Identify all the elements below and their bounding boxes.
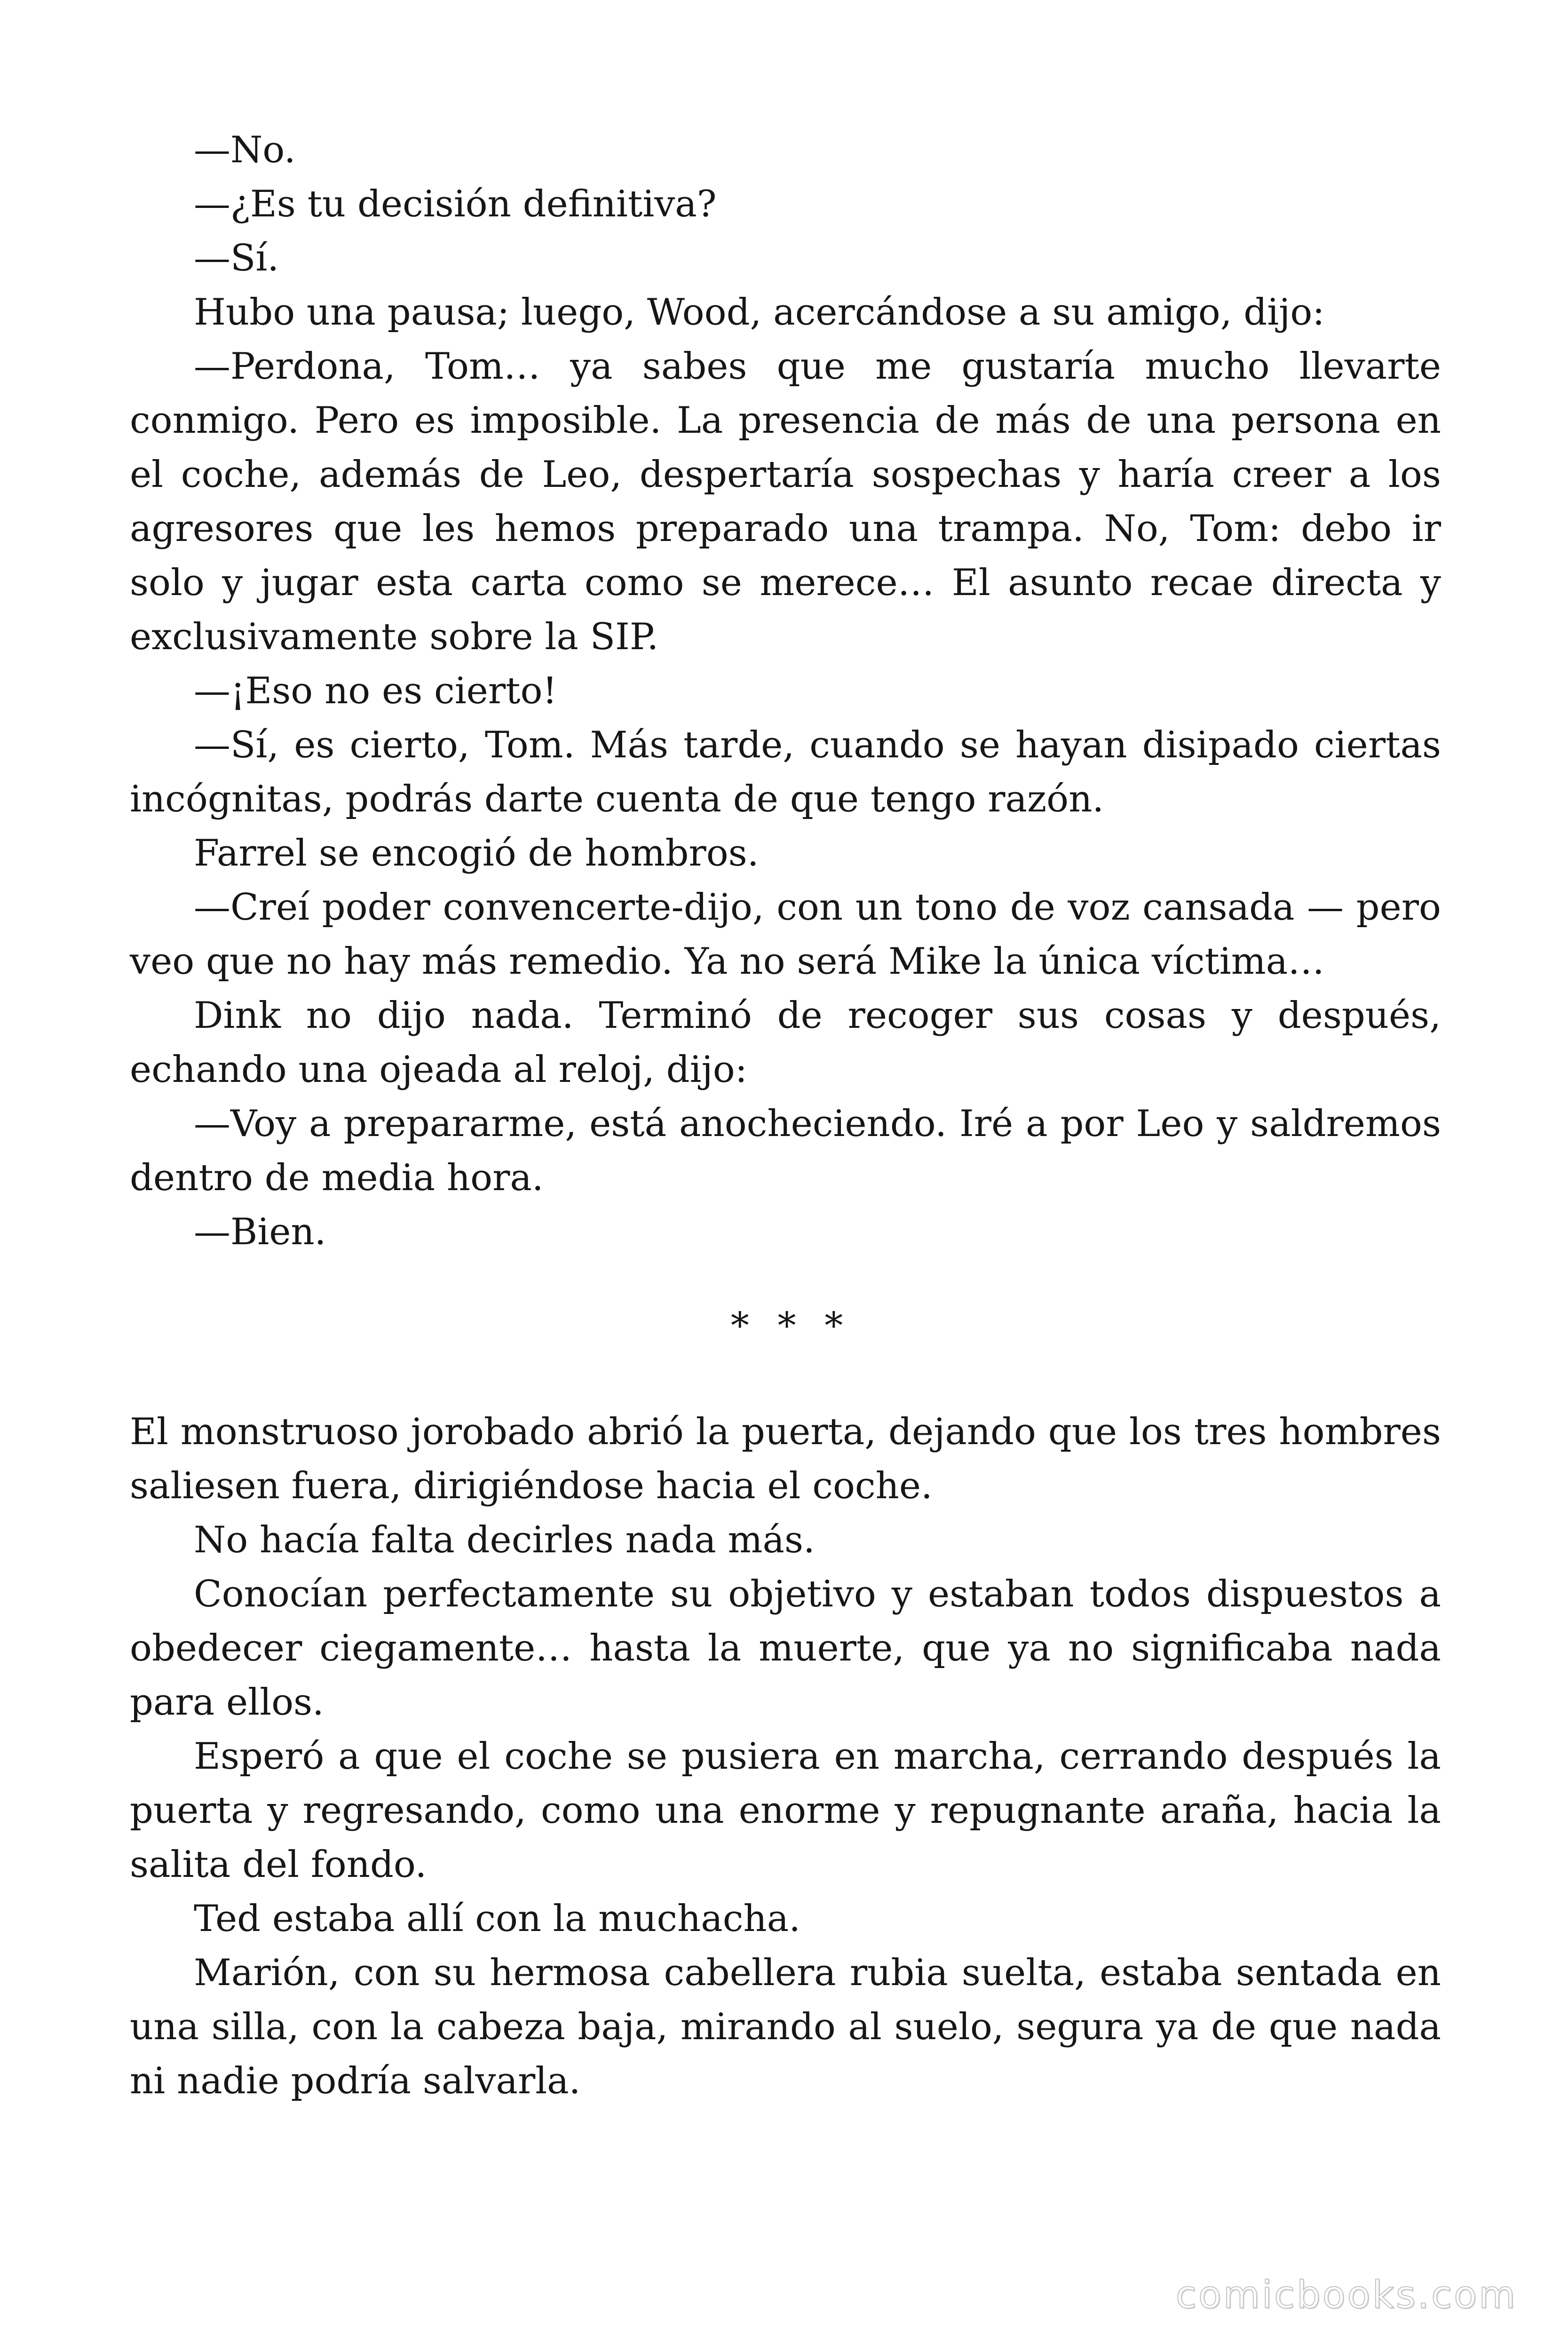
paragraph: —Bien. [194, 1211, 326, 1253]
paragraph: Marión, con su hermosa cabellera rubia suelta, estaba sentada en una silla, con la cabeza baja, mirando al suelo, segura ya de que nada ni nadie podría salvarla. [130, 1952, 1441, 2102]
paragraph: —Voy a prepararme, está anocheciendo. Iré a por Leo y saldremos dentro de media hora. [130, 1103, 1441, 1199]
paragraph: —Perdona, Tom… ya sabes que me gustaría mucho llevarte conmigo. Pero es imposible. La presencia de más de una persona en el coche, además de Leo, despertaría sospechas y haría creer a los agresores que les hemos preparado una trampa. No, Tom: debo ir solo y jugar esta carta como se merece… El asunto recae directa y exclusivamente sobre la SIP. [130, 345, 1441, 658]
paragraph: —Sí. [194, 237, 279, 279]
paragraph: Farrel se encogió de hombros. [194, 832, 759, 874]
section-separator: * * * [730, 1305, 852, 1347]
paragraph: Conocían perfectamente su objetivo y estaban todos dispuestos a obedecer ciegamente… hasta la muerte, que ya no significaba nada para ellos. [130, 1573, 1441, 1724]
paragraph: Hubo una pausa; luego, Wood, acercándose a su amigo, dijo: [194, 291, 1325, 334]
paragraph: —¡Eso no es cierto! [194, 670, 557, 712]
paragraph: —Sí, es cierto, Tom. Más tarde, cuando se hayan disipado ciertas incógnitas, podrás darte cuenta de que tengo razón. [130, 724, 1441, 820]
paragraph: —¿Es tu decisión definitiva? [194, 183, 717, 225]
paragraph: Ted estaba allí con la muchacha. [194, 1898, 801, 1940]
paragraph: —Creí poder convencerte-dijo, con un tono de voz cansada — pero veo que no hay más remedio. Ya no será Mike la única víctima… [130, 886, 1441, 983]
paragraph: El monstruoso jorobado abrió la puerta, dejando que los tres hombres saliesen fuera, dirigiéndose hacia el coche. [130, 1411, 1441, 1507]
watermark: comicbooks.com [1175, 2273, 1517, 2317]
paragraph: No hacía falta decirles nada más. [194, 1519, 815, 1561]
paragraph: Esperó a que el coche se pusiera en marcha, cerrando después la puerta y regresando, como una enorme y repugnante araña, hacia la salita del fondo. [130, 1735, 1441, 1886]
paragraph: Dink no dijo nada. Terminó de recoger sus cosas y después, echando una ojeada al reloj, dijo: [130, 994, 1441, 1091]
body-text [130, 123, 1441, 2108]
paragraph: —No. [194, 129, 296, 171]
